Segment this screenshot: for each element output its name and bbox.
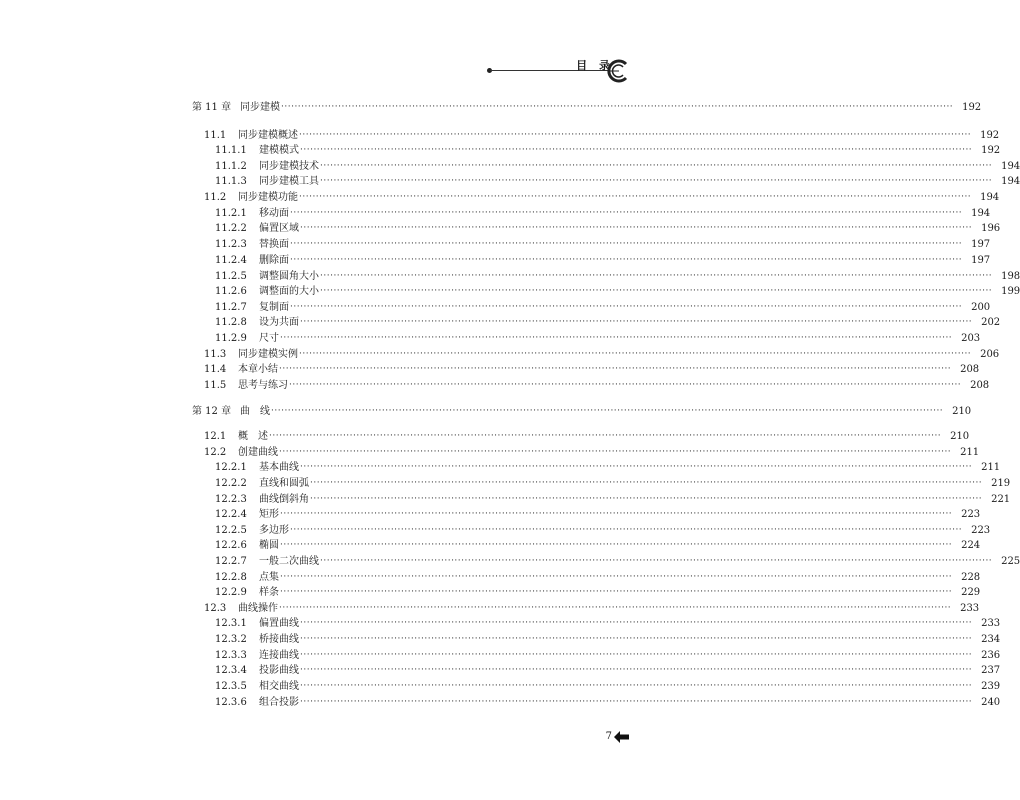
toc-entry-number: 11.2.3 [215,239,247,250]
toc-entry-page: 198 [1001,271,1020,282]
toc-leader-dots: ········································································································································································································ [300,223,973,233]
toc-subsection-entry [215,570,981,585]
toc-entry-page: 210 [950,431,970,442]
toc-subsection-entry [215,174,1020,189]
toc-entry-number: 11.3 [204,349,227,360]
toc-entry-page: 199 [1001,286,1020,297]
toc-entry-title: 同步建模 [240,102,280,113]
toc-subsection-entry [215,679,1001,694]
toc-entry-number: 12.2.8 [215,572,247,583]
toc-entry-page: 233 [981,618,1001,629]
toc-leader-dots: ········································································································································································································ [300,462,973,472]
toc-entry-page: 211 [981,462,1001,473]
toc-subsection-entry [215,476,1011,491]
toc-leader-dots: ········································································································································································································ [320,161,993,171]
running-header-title: 目 录 [576,59,614,72]
toc-subsection-entry [215,695,1001,710]
toc-entry-number: 12.3.4 [215,665,247,676]
toc-subsection-entry [215,663,1001,678]
toc-leader-dots: ········································································································································································································ [289,380,962,390]
toc-entry-page: 203 [961,333,981,344]
toc-leader-dots: ········································································································································································································ [281,102,954,112]
toc-entry-page: 236 [981,650,1001,661]
toc-entry-title: 设为共面 [259,317,299,328]
toc-entry-title: 移动面 [259,208,289,219]
toc-leader-dots: ········································································································································································································ [310,478,983,488]
toc-subsection-entry [215,221,1001,236]
toc-entry-page: 225 [1001,556,1020,567]
toc-entry-title: 样条 [259,587,279,598]
toc-entry-number: 11.2.7 [215,302,247,313]
toc-entry-page: 229 [961,587,981,598]
toc-entry-title: 组合投影 [259,697,299,708]
toc-leader-dots: ········································································································································································································ [280,587,953,597]
toc-leader-dots: ········································································································································································································ [280,572,953,582]
toc-leader-dots: ········································································································································································································ [310,494,983,504]
toc-entry-page: 194 [971,208,991,219]
toc-subsection-entry [215,159,1020,174]
toc-entry-title: 创建曲线 [238,447,278,458]
toc-chapter-entry [192,100,982,115]
toc-subsection-entry [215,143,1001,158]
toc-entry-title: 替换面 [259,239,289,250]
toc-leader-dots: ········································································································································································································ [290,255,963,265]
toc-leader-dots: ········································································································································································································ [299,130,972,140]
toc-entry-title: 偏置曲线 [259,618,299,629]
toc-entry-title: 尺寸 [259,333,279,344]
toc-entry-title: 矩形 [259,509,279,520]
toc-leader-dots: ········································································································································································································ [300,697,973,707]
toc-leader-dots: ········································································································································································································ [290,208,963,218]
toc-entry-title: 同步建模工具 [259,176,319,187]
toc-entry-page: 223 [971,525,991,536]
toc-subsection-entry [215,284,1020,299]
toc-entry-page: 210 [952,406,972,417]
toc-leader-dots: ········································································································································································································ [300,650,973,660]
toc-entry-number: 11.1.2 [215,161,247,172]
toc-subsection-entry [215,585,981,600]
toc-leader-dots: ········································································································································································································ [269,431,942,441]
toc-subsection-entry [215,206,991,221]
toc-entry-number: 11.2.8 [215,317,247,328]
toc-entry-title: 同步建模实例 [238,349,298,360]
toc-entry-title: 一般二次曲线 [259,556,319,567]
toc-entry-title: 椭圆 [259,540,279,551]
toc-entry-page: 234 [981,634,1001,645]
toc-entry-page: 202 [981,317,1001,328]
toc-leader-dots: ········································································································································································································ [280,540,953,550]
toc-section-entry [204,362,980,377]
toc-entry-title: 同步建模概述 [238,130,298,141]
toc-entry-page: 219 [991,478,1011,489]
toc-section-entry [204,378,990,393]
toc-entry-page: 224 [961,540,981,551]
toc-entry-page: 194 [1001,161,1020,172]
toc-entry-page: 239 [981,681,1001,692]
toc-entry-page: 194 [1001,176,1020,187]
toc-entry-number: 第 12 章 [192,406,232,417]
toc-leader-dots: ········································································································································································································ [300,665,973,675]
toc-entry-number: 11.2 [204,192,227,203]
toc-section-entry [204,347,1000,362]
toc-entry-page: 223 [961,509,981,520]
toc-leader-dots: ········································································································································································································ [290,239,963,249]
toc-leader-dots: ········································································································································································································ [300,634,973,644]
toc-entry-title: 相交曲线 [259,681,299,692]
toc-entry-page: 211 [960,447,980,458]
toc-entry-number: 11.2.2 [215,223,247,234]
toc-entry-title: 曲线倒斜角 [259,494,309,505]
toc-leader-dots: ········································································································································································································ [320,271,993,281]
toc-entry-page: 208 [970,380,990,391]
toc-entry-page: 208 [960,364,980,375]
toc-entry-title: 调整面的大小 [259,286,319,297]
toc-subsection-entry [215,460,1001,475]
toc-entry-number: 11.2.4 [215,255,247,266]
toc-entry-number: 12.2.6 [215,540,247,551]
toc-entry-number: 12.3.6 [215,697,247,708]
toc-entry-number: 11.1 [204,130,227,141]
toc-subsection-entry [215,523,991,538]
toc-entry-page: 233 [960,603,980,614]
toc-subsection-entry [215,507,981,522]
toc-entry-page: 206 [980,349,1000,360]
toc-entry-number: 12.2.7 [215,556,247,567]
toc-entry-page: 192 [962,102,982,113]
toc-entry-title: 同步建模功能 [238,192,298,203]
toc-leader-dots: ········································································································································································································ [271,406,944,416]
toc-leader-dots: ········································································································································································································ [279,447,952,457]
toc-section-entry [204,190,1000,205]
toc-entry-title: 多边形 [259,525,289,536]
toc-subsection-entry [215,492,1011,507]
toc-entry-number: 12.3.1 [215,618,247,629]
toc-subsection-entry [215,538,981,553]
toc-entry-page: 221 [991,494,1011,505]
toc-leader-dots: ········································································································································································································ [320,286,993,296]
toc-entry-number: 11.2.9 [215,333,247,344]
toc-subsection-entry [215,237,991,252]
toc-entry-page: 197 [971,239,991,250]
toc-entry-page: 240 [981,697,1001,708]
toc-section-entry [204,445,980,460]
toc-subsection-entry [215,616,1001,631]
toc-entry-number: 11.2.5 [215,271,247,282]
toc-section-entry [204,429,970,444]
toc-leader-dots: ········································································································································································································ [299,349,972,359]
toc-subsection-entry [215,648,1001,663]
toc-leader-dots: ········································································································································································································ [320,556,993,566]
toc-entry-title: 本章小结 [238,364,278,375]
toc-leader-dots: ········································································································································································································ [279,364,952,374]
toc-entry-number: 11.1.3 [215,176,247,187]
toc-entry-title: 投影曲线 [259,665,299,676]
toc-entry-title: 偏置区域 [259,223,299,234]
toc-entry-page: 197 [971,255,991,266]
toc-entry-number: 12.2.3 [215,494,247,505]
toc-leader-dots: ········································································································································································································ [300,681,973,691]
toc-entry-title: 调整圆角大小 [259,271,319,282]
toc-entry-title: 概 述 [238,431,268,442]
toc-entry-title: 直线和圆弧 [259,478,309,489]
toc-entry-number: 11.2.6 [215,286,247,297]
toc-leader-dots: ········································································································································································································ [280,509,953,519]
toc-leader-dots: ········································································································································································································ [300,145,973,155]
toc-entry-title: 点集 [259,572,279,583]
toc-entry-title: 曲线操作 [238,603,278,614]
toc-entry-page: 200 [971,302,991,313]
toc-entry-number: 12.2.9 [215,587,247,598]
toc-leader-dots: ········································································································································································································ [290,525,963,535]
toc-subsection-entry [215,331,981,346]
toc-entry-title: 删除面 [259,255,289,266]
toc-leader-dots: ········································································································································································································ [299,192,972,202]
page-number: 7 [605,731,612,742]
toc-leader-dots: ········································································································································································································ [300,618,973,628]
toc-entry-title: 连接曲线 [259,650,299,661]
toc-entry-number: 12.2 [204,447,227,458]
toc-entry-title: 曲 线 [240,406,270,417]
toc-entry-number: 11.2.1 [215,208,247,219]
toc-entry-number: 11.4 [204,364,227,375]
toc-chapter-entry [192,404,972,419]
toc-entry-number: 12.2.4 [215,509,247,520]
toc-entry-number: 12.2.2 [215,478,247,489]
toc-entry-title: 桥接曲线 [259,634,299,645]
toc-entry-number: 12.3.3 [215,650,247,661]
toc-entry-number: 12.1 [204,431,227,442]
toc-entry-number: 12.2.5 [215,525,247,536]
left-arrow-icon [614,731,630,743]
toc-leader-dots: ········································································································································································································ [300,317,973,327]
toc-entry-number: 12.3.2 [215,634,247,645]
toc-subsection-entry [215,300,991,315]
toc-entry-page: 194 [980,192,1000,203]
toc-entry-page: 237 [981,665,1001,676]
toc-section-entry [204,128,1000,143]
toc-subsection-entry [215,632,1001,647]
toc-entry-page: 192 [981,145,1001,156]
toc-subsection-entry [215,253,991,268]
toc-entry-page: 228 [961,572,981,583]
toc-subsection-entry [215,315,1001,330]
toc-entry-title: 建模模式 [259,145,299,156]
toc-leader-dots: ········································································································································································································ [290,302,963,312]
toc-entry-title: 基本曲线 [259,462,299,473]
toc-entry-number: 11.1.1 [215,145,247,156]
toc-entry-number: 12.3.5 [215,681,247,692]
toc-entry-title: 复制面 [259,302,289,313]
toc-subsection-entry [215,554,1020,569]
toc-leader-dots: ········································································································································································································ [320,176,993,186]
toc-entry-number: 11.5 [204,380,227,391]
toc-subsection-entry [215,269,1020,284]
toc-entry-number: 第 11 章 [192,102,232,113]
toc-entry-number: 12.3 [204,603,227,614]
toc-entry-number: 12.2.1 [215,462,247,473]
toc-leader-dots: ········································································································································································································ [280,333,953,343]
toc-section-entry [204,601,980,616]
toc-entry-page: 196 [981,223,1001,234]
toc-entry-title: 思考与练习 [238,380,288,391]
toc-entry-title: 同步建模技术 [259,161,319,172]
toc-leader-dots: ········································································································································································································ [279,603,952,613]
toc-entry-page: 192 [980,130,1000,141]
